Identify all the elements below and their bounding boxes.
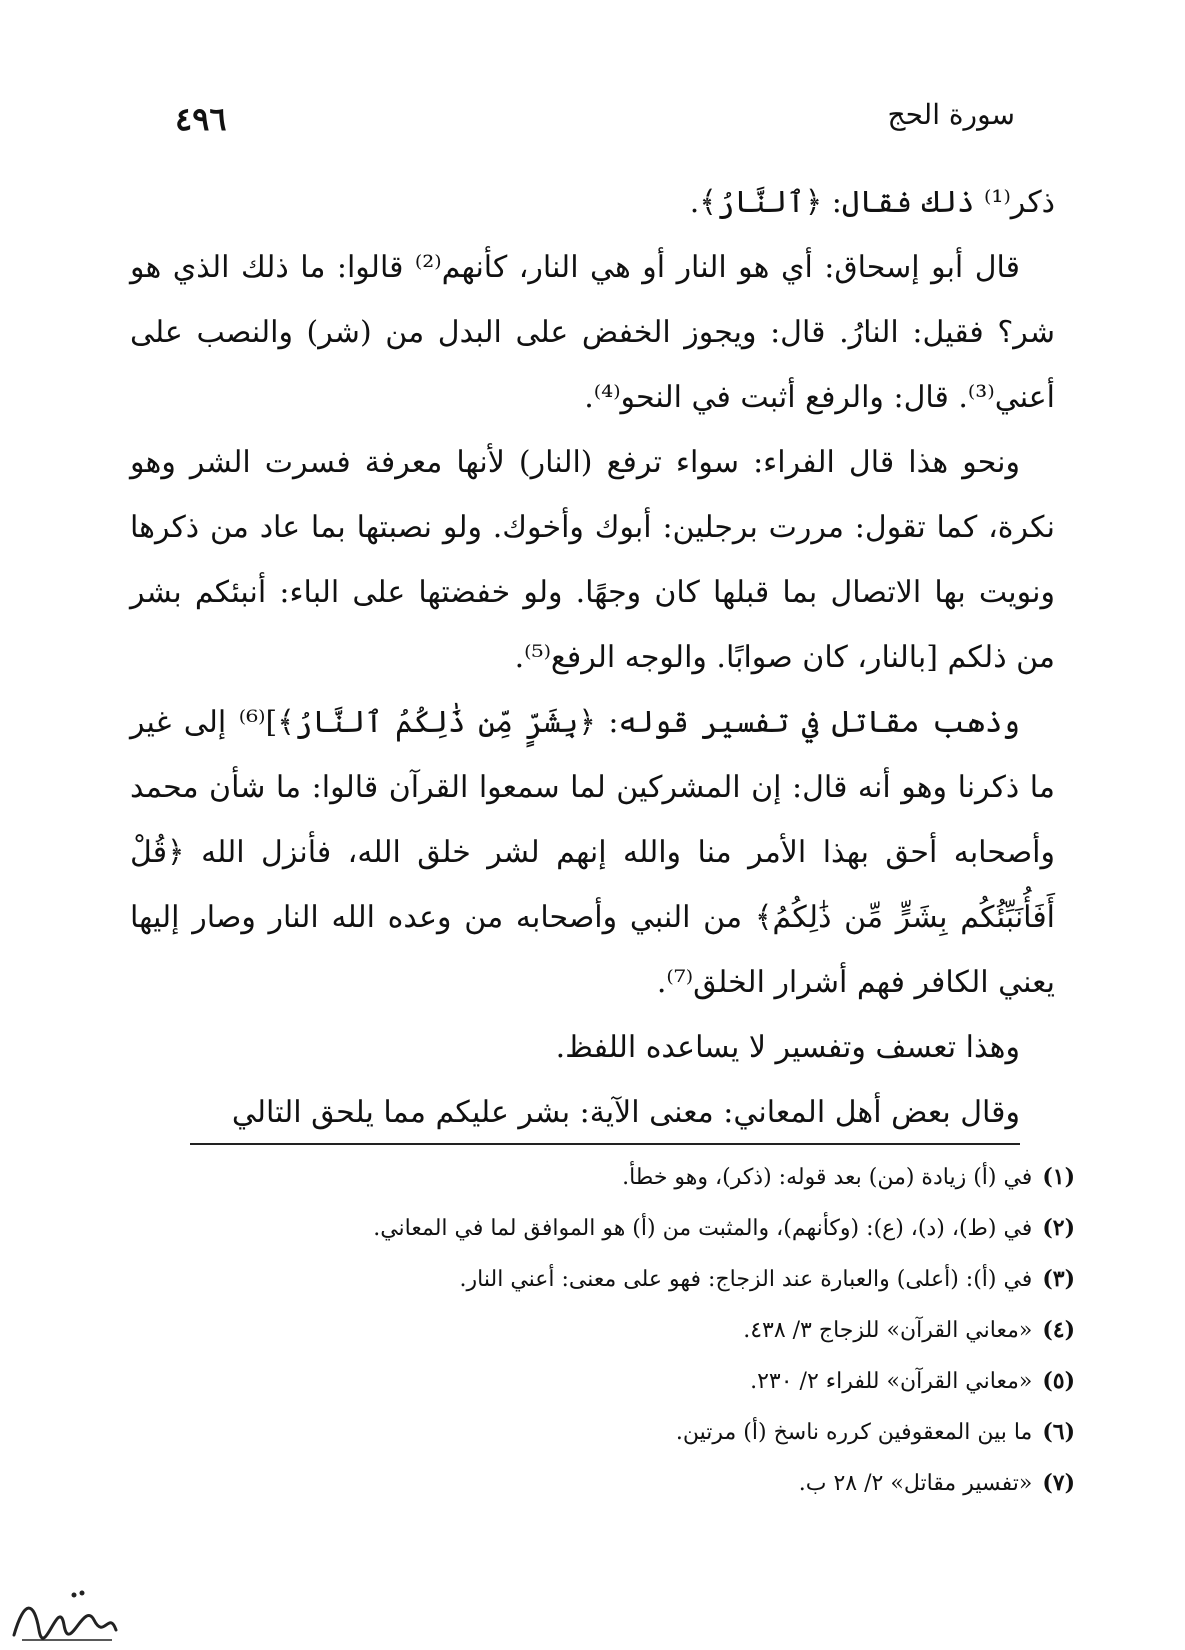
footnote	[120, 1415, 1075, 1450]
footnote	[120, 1466, 1075, 1501]
footnote-text: «معاني القرآن» للزجاج ٣/ ٤٣٨.	[743, 1318, 1033, 1343]
footnote	[120, 1262, 1075, 1297]
footnote-number: (٢)	[1042, 1215, 1075, 1241]
footnote-separator	[190, 1143, 1020, 1145]
paragraph-3: ونحو هذا قال الفراء: سواء ترفع (النار) لأنها معرفة فسرت الشر وهو نكرة، كما تقول: مررت برجلين: أبوك وأخوك. ولو نصبتها بما عاد من ذكرها ونويت بها الاتصال بما قبلها كان وجهًا. ولو خفضتها على الباء: أنبئكم بشر من ذلكم [بالنار، كان صوابًا. والوجه الرفع⁽⁵⁾.	[130, 445, 1055, 675]
surah-title: سورة الحج	[887, 98, 1015, 131]
footnote-text: «معاني القرآن» للفراء ٢/ ٢٣٠.	[750, 1369, 1033, 1394]
footnote	[120, 1364, 1075, 1399]
page-number: ٤٩٦	[175, 100, 227, 138]
footnote-number: (١)	[1042, 1164, 1075, 1190]
footnote-number: (٧)	[1042, 1470, 1075, 1496]
footnote-number: (٦)	[1042, 1419, 1075, 1445]
footnote-text: في (أ) زيادة (من) بعد قوله: (ذكر)، وهو خطأ.	[622, 1165, 1033, 1190]
footnote-text: في (ط)، (د)، (ع): (وكأنهم)، والمثبت من (أ) هو الموافق لما في المعاني.	[373, 1216, 1033, 1241]
footnote-number: (٥)	[1042, 1368, 1075, 1394]
footnote-number: (٤)	[1042, 1317, 1075, 1343]
footnote-text: في (أ): (أعلى) والعبارة عند الزجاج: فهو على معنى: أعني النار.	[459, 1267, 1033, 1292]
publisher-logo	[4, 1580, 124, 1650]
footnotes	[120, 1160, 1075, 1517]
footnote-number: (٣)	[1042, 1266, 1075, 1292]
page-header	[175, 92, 1015, 142]
footnote-text: «تفسير مقاتل» ٢/ ٢٨ ب.	[798, 1471, 1033, 1496]
paragraph-2: قال أبو إسحاق: أي هو النار أو هي النار، كأنهم⁽²⁾ قالوا: ما ذلك الذي هو شر؟ فقيل: النارُ. قال: ويجوز الخفض على البدل من (شر) والنصب على أعني⁽³⁾. قال: والرفع أثبت في النحو⁽⁴⁾.	[130, 250, 1055, 415]
main-text	[130, 170, 1055, 1145]
paragraph-4: وذهب مقاتل في تفسير قوله: ﴿بِشَرٍّ مِّن ذَٰلِكُمُ ٱلنَّارُ﴾]⁽⁶⁾ إلى غير ما ذكرنا وهو أنه قال: إن المشركين لما سمعوا القرآن قالوا: ما شأن محمد وأصحابه أحق بهذا الأمر منا والله إنهم لشر خلق الله، فأنزل الله ﴿قُلْ أَفَأُنَبِّئُكُم بِشَرٍّ مِّن ذَٰلِكُمُ﴾ من النبي وأصحابه من وعده الله النار وصار إليها يعني الكافر فهم أشرار الخلق⁽⁷⁾.	[130, 705, 1055, 1000]
footnote	[120, 1313, 1075, 1348]
footnote	[120, 1160, 1075, 1195]
footnote	[120, 1211, 1075, 1246]
footnote-text: ما بين المعقوفين كرره ناسخ (أ) مرتين.	[675, 1420, 1033, 1445]
paragraph-6: وقال بعض أهل المعاني: معنى الآية: بشر عليكم مما يلحق التالي	[231, 1095, 1020, 1130]
paragraph-1: ذكر⁽¹⁾ ذلك فقال: ﴿ٱلنَّارُ﴾.	[689, 185, 1055, 220]
paragraph-5: وهذا تعسف وتفسير لا يساعده اللفظ.	[555, 1030, 1020, 1065]
